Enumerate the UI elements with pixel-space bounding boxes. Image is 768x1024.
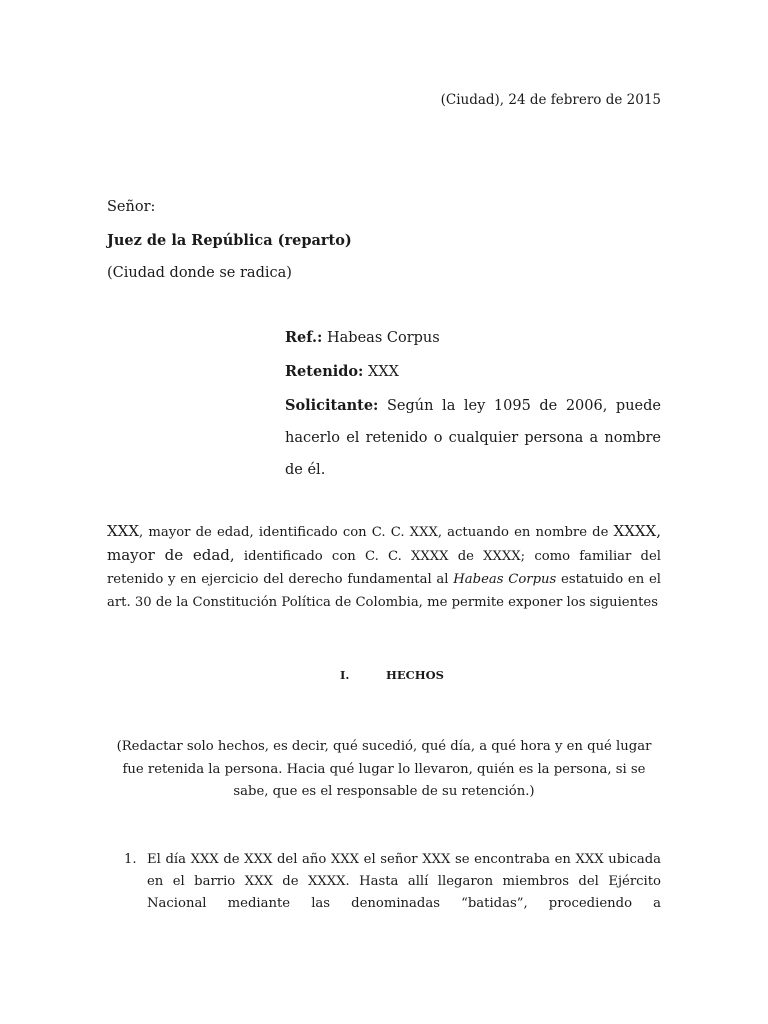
- instruction-note: (Redactar solo hechos, es decir, qué sucedió, qué día, a qué hora y en qué lugar fue retenida la persona. Hacia qué lugar lo llevaron, quién es la persona, si se sabe, que es el responsable de su retención.): [116, 739, 652, 799]
- intro-text-1: , mayor de edad, identificado con C. C. XXX, actuando en nombre de: [139, 525, 614, 540]
- solicitante-label: Solicitante:: [285, 397, 379, 414]
- section-number: I.: [340, 668, 350, 682]
- reference-label: Ref.:: [285, 329, 323, 346]
- intro-represented: XXXX,: [613, 522, 661, 540]
- salutation: Señor:: [107, 199, 156, 215]
- intro-age: mayor de edad,: [107, 546, 235, 564]
- intro-text-2: identificado con C. C. XXXX de XXXX; como familiar del retenido y en ejercicio del derecho fundamental al: [107, 549, 662, 587]
- addressee-city: (Ciudad donde se radica): [107, 265, 292, 281]
- fact-item: [124, 849, 661, 915]
- retenido-value: XXX: [363, 364, 399, 380]
- intro-text-3: estatuido en el art. 30 de la Constitución Política de Colombia, me permite exponer los siguientes: [107, 572, 661, 610]
- fact-number: 1.: [124, 852, 137, 867]
- solicitante-line: [285, 390, 661, 486]
- section-title: HECHOS: [386, 668, 444, 682]
- intro-paragraph: [107, 520, 661, 614]
- retenido-label: Retenido:: [285, 363, 364, 380]
- addressee-judge: Juez de la República (reparto): [107, 232, 352, 249]
- solicitante-value: Según la ley 1095 de 2006, puede hacerlo el retenido o cualquier persona a nombre de él.: [285, 398, 661, 478]
- retenido-line: [285, 356, 661, 388]
- intro-name: XXX: [107, 522, 140, 540]
- fact-text: El día XXX de XXX del año XXX el señor XXX se encontraba en XXX ubicada en el barrio XXX de XXXX. Hasta allí llegaron miembros del Ejército Nacional mediante las denominadas “batidas”, procediendo a: [147, 852, 661, 911]
- intro-habeas-corpus: Habeas Corpus: [453, 572, 557, 587]
- date-line: (Ciudad), 24 de febrero de 2015: [440, 92, 661, 108]
- reference-value: Habeas Corpus: [322, 330, 440, 346]
- reference-line: [285, 322, 661, 354]
